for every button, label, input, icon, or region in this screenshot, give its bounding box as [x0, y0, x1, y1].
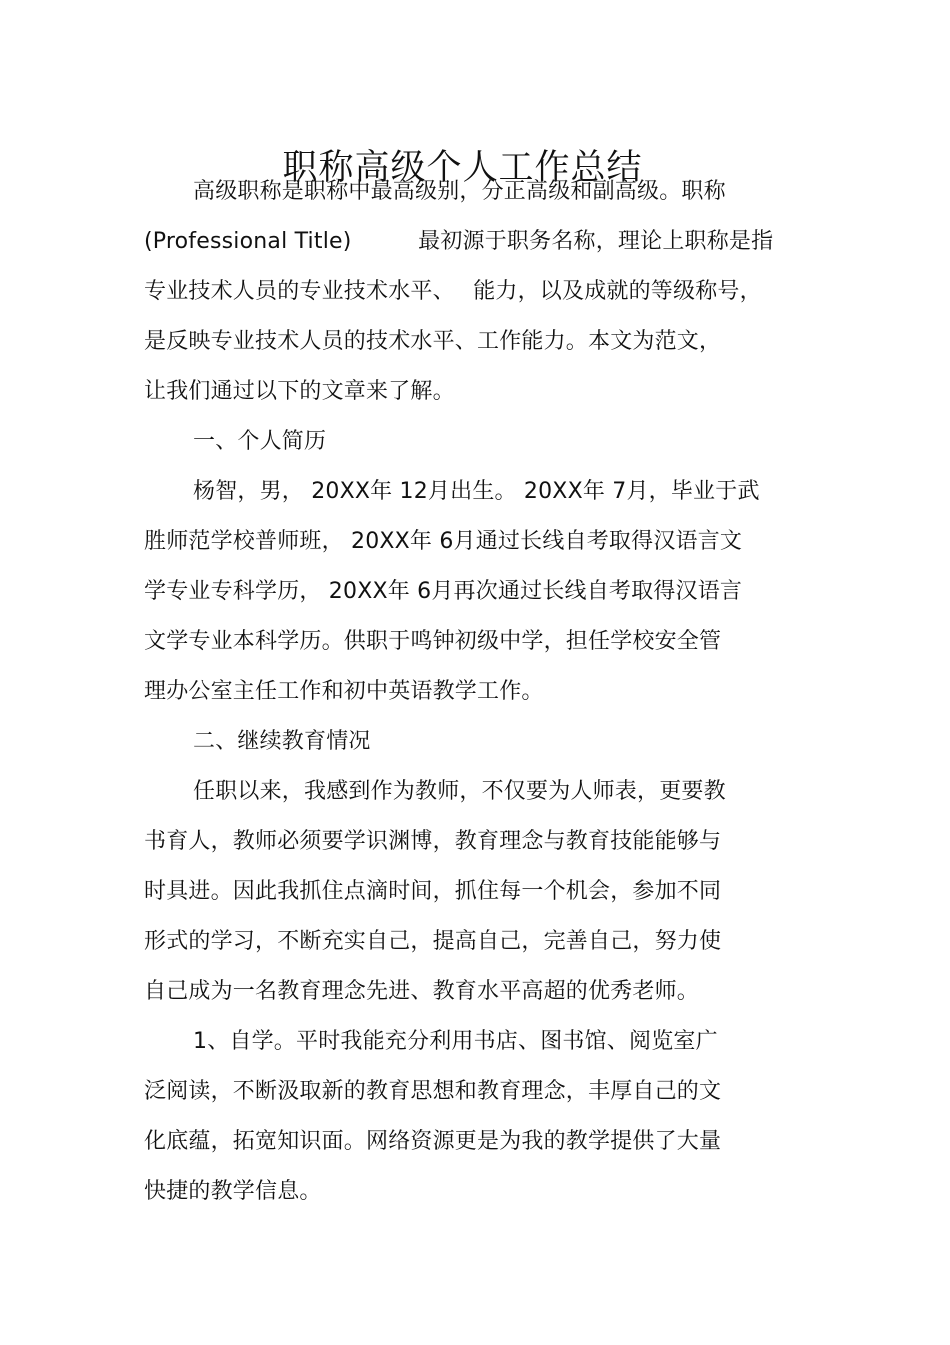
paragraph-line: 专业技术人员的专业技术水平、 能力，以及成就的等级称号，	[144, 279, 762, 304]
paragraph-line: 1、自学。平时我能充分利用书店、图书馆、阅览室广	[193, 1029, 718, 1054]
paragraph-line: 快捷的教学信息。	[144, 1179, 322, 1204]
paragraph-line: 文学专业本科学历。供职于鸣钟初级中学，担任学校安全管	[144, 629, 722, 654]
paragraph-line: 杨智，男， 20XX年 12月出生。 20XX年 7月，毕业于武	[193, 479, 760, 504]
paragraph-line: 泛阅读，不断汲取新的教育思想和教育理念，丰厚自己的文	[144, 1079, 722, 1104]
paragraph-line: 时具进。因此我抓住点滴时间，抓住每一个机会，参加不同	[144, 879, 722, 904]
paragraph-line: 理办公室主任工作和初中英语教学工作。	[144, 679, 544, 704]
paragraph-line: 化底蕴，拓宽知识面。网络资源更是为我的教学提供了大量	[144, 1129, 722, 1154]
paragraph-line: 让我们通过以下的文章来了解。	[144, 379, 455, 404]
section-heading: 一、个人简历	[193, 429, 327, 454]
paragraph-line: 自己成为一名教育理念先进、教育水平高超的优秀老师。	[144, 979, 700, 1004]
paragraph-line: 学专业专科学历， 20XX年 6月再次通过长线自考取得汉语言	[144, 579, 743, 604]
paragraph-line: 是反映专业技术人员的技术水平、工作能力。本文为范文，	[144, 329, 722, 354]
section-heading: 二、继续教育情况	[193, 729, 371, 754]
paragraph-line: 任职以来，我感到作为教师，不仅要为人师表，更要教	[193, 779, 726, 804]
paragraph-line: 形式的学习，不断充实自己，提高自己，完善自己，努力使	[144, 929, 722, 954]
document-title: 职称高级个人工作总结	[282, 148, 643, 189]
paragraph-line: 高级职称是职称中最高级别，分正高级和副高级。职称	[193, 179, 726, 204]
paragraph-line: 胜师范学校普师班， 20XX年 6月通过长线自考取得汉语言文	[144, 529, 743, 554]
paragraph-line: 书育人，教师必须要学识渊博，教育理念与教育技能能够与	[144, 829, 722, 854]
paragraph-line: (Professional Title) 最初源于职务名称，理论上职称是指	[144, 229, 774, 254]
